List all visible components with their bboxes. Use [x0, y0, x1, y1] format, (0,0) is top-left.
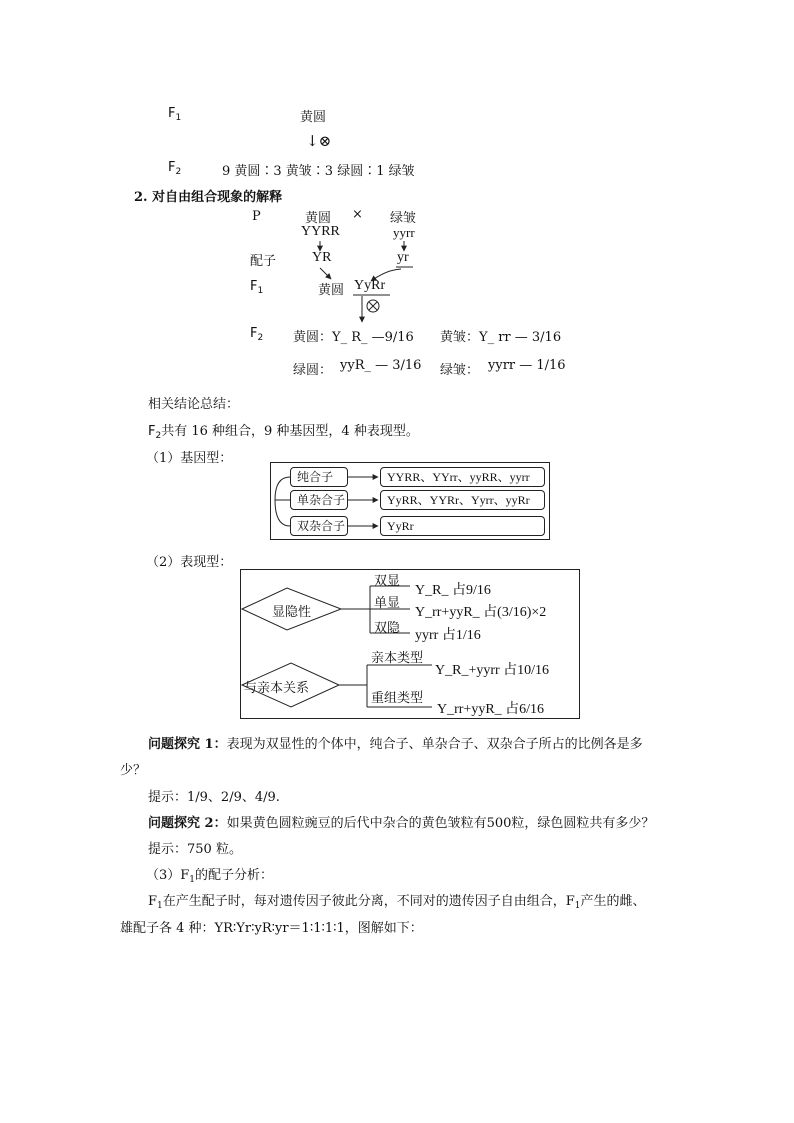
parent-relation-diamond: [242, 663, 339, 707]
gamete-heading-pre: （3）F: [146, 868, 190, 883]
gamete-label: 配子: [250, 254, 277, 269]
genotype-label-single-hetero: 单杂合子: [290, 490, 348, 510]
self-cross-symbol: ↓⊗: [306, 132, 332, 150]
f2-row-letter: F: [250, 326, 258, 341]
gamete-paragraph-line2: 雄配子各 4 种：YR∶Yr∶yR∶yr＝1∶1∶1∶1，图解如下：: [120, 921, 423, 936]
gamete-yr-upper: YR: [312, 250, 332, 265]
f1-row-genotype: YyRr: [354, 278, 386, 293]
genotype-bracket: [275, 477, 290, 526]
question2-line1: [148, 812, 654, 831]
genotype-label-double-hetero: 双杂合子: [290, 516, 348, 536]
question1-hint: 提示：1/9、2/9、4/9.: [148, 790, 280, 805]
f2-row-subscript: 2: [257, 333, 264, 343]
parental-type-label: 亲本类型: [371, 651, 424, 666]
summary-text: 共有 16 种组合，9 种基因型，4 种表现型。: [161, 424, 419, 439]
f1-row-phenotype: 黄圆: [318, 283, 345, 298]
question2-text: 如果黄色圆粒豌豆的后代中杂合的黄色皱粒有500粒，绿色圆粒共有多少？: [226, 816, 655, 831]
parent1-genotype: YYRR: [301, 224, 340, 239]
p-label: P: [252, 209, 261, 224]
f2-subscript: 2: [175, 167, 182, 177]
f1-phenotype: 黄圆: [300, 110, 327, 125]
phenotype-dd-value: Y_R_ 占9/16: [415, 583, 491, 598]
phenotype-rr-label: 双隐: [374, 621, 401, 636]
gamete-heading-post: 的配子分析：: [195, 868, 274, 883]
parental-type-value: Y_R_+yyrr 占10/16: [435, 663, 550, 678]
conclusion-title: 相关结论总结：: [148, 397, 240, 412]
gamete-line1-sub: 1: [157, 901, 163, 911]
question1-line1: [148, 733, 643, 752]
parent1-phenotype: 黄圆: [305, 211, 332, 226]
recombinant-type-value: Y_rr+yyR_ 占6/16: [437, 702, 545, 717]
genotype-value-single-hetero: YyRR、YYRr、Yyrr、yyRr: [380, 490, 545, 510]
gamete-line1-sub2: 1: [574, 901, 581, 911]
genotype-value-double-hetero: YyRr: [380, 516, 545, 536]
gamete-yr-lower: yr: [397, 250, 409, 265]
parent2-phenotype: 绿皱: [390, 211, 417, 226]
f1-row-letter: F: [250, 279, 258, 294]
phenotype-sd-value: Y_rr+yyR_ 占(3/16)×2: [415, 605, 547, 620]
gamete-line1-mid: 在产生配子时，每对遗传因子彼此分离，不同对的遗传因子自由组合，F: [162, 894, 575, 909]
phenotype-dd-label: 双显: [374, 574, 401, 589]
dominance-diamond: [242, 588, 341, 630]
question1-text: 表现为双显性的个体中，纯合子、单杂合子、双杂合子所占的比例各是多: [226, 737, 643, 752]
summary-f-letter: F: [148, 424, 156, 439]
parent2-genotype: yyrr: [393, 225, 415, 240]
arrow-yr-to-f1: [320, 268, 331, 279]
question1-title: 问题探究 1：: [148, 737, 227, 752]
dominance-group-label: 显隐性: [272, 605, 312, 620]
f2-green-wrinkled-value: yyrr — 1/16: [488, 358, 566, 373]
parent-relation-group-label: 与亲本关系: [244, 681, 310, 696]
f2-green-round-value: yyR_ — 3/16: [340, 358, 422, 373]
gamete-line1-f: F: [148, 894, 158, 909]
gamete-heading-sub: 1: [189, 875, 196, 885]
recombinant-type-label: 重组类型: [371, 691, 424, 706]
question2-title: 问题探究 2：: [148, 816, 227, 831]
f1-letter: F: [168, 106, 176, 121]
question1-line2: 少？: [120, 763, 147, 778]
gamete-heading: [146, 864, 273, 885]
f2-yellow-round: 黄圆：Y_ R_ —9/16: [293, 330, 414, 345]
cross-symbol: ×: [352, 207, 363, 222]
f2-green-wrinkled-label: 绿皱：: [440, 363, 480, 378]
phenotype-rr-value: yyrr 占1/16: [415, 628, 481, 643]
f2-ratio: 9 黄圆∶3 黄皱∶3 绿圆∶1 绿皱: [222, 164, 415, 179]
question2-hint: 提示：750 粒。: [148, 842, 242, 857]
gamete-paragraph-line1: [148, 890, 646, 911]
arrow-yr-lower-to-f1: [371, 269, 401, 281]
f1-subscript: 1: [175, 113, 182, 123]
f2-letter: F: [168, 160, 176, 175]
summary-f-subscript: 2: [155, 431, 162, 441]
phenotype-sd-label: 单显: [374, 596, 401, 611]
phenotype-heading: （2）表现型：: [146, 555, 233, 570]
section-heading: 2. 对自由组合现象的解释: [134, 190, 283, 205]
genotype-heading: （1）基因型：: [146, 451, 233, 466]
f2-green-round-label: 绿圆：: [293, 363, 333, 378]
f1-row-subscript: 1: [257, 286, 264, 296]
f2-yellow-wrinkled: 黄皱：Y_ rr — 3/16: [440, 330, 562, 345]
gamete-line1-post: 产生的雌、: [580, 894, 646, 909]
genotype-label-homozygous: 纯合子: [290, 467, 348, 487]
genotype-value-homozygous: YYRR、YYrr、yyRR、yyrr: [380, 467, 545, 487]
